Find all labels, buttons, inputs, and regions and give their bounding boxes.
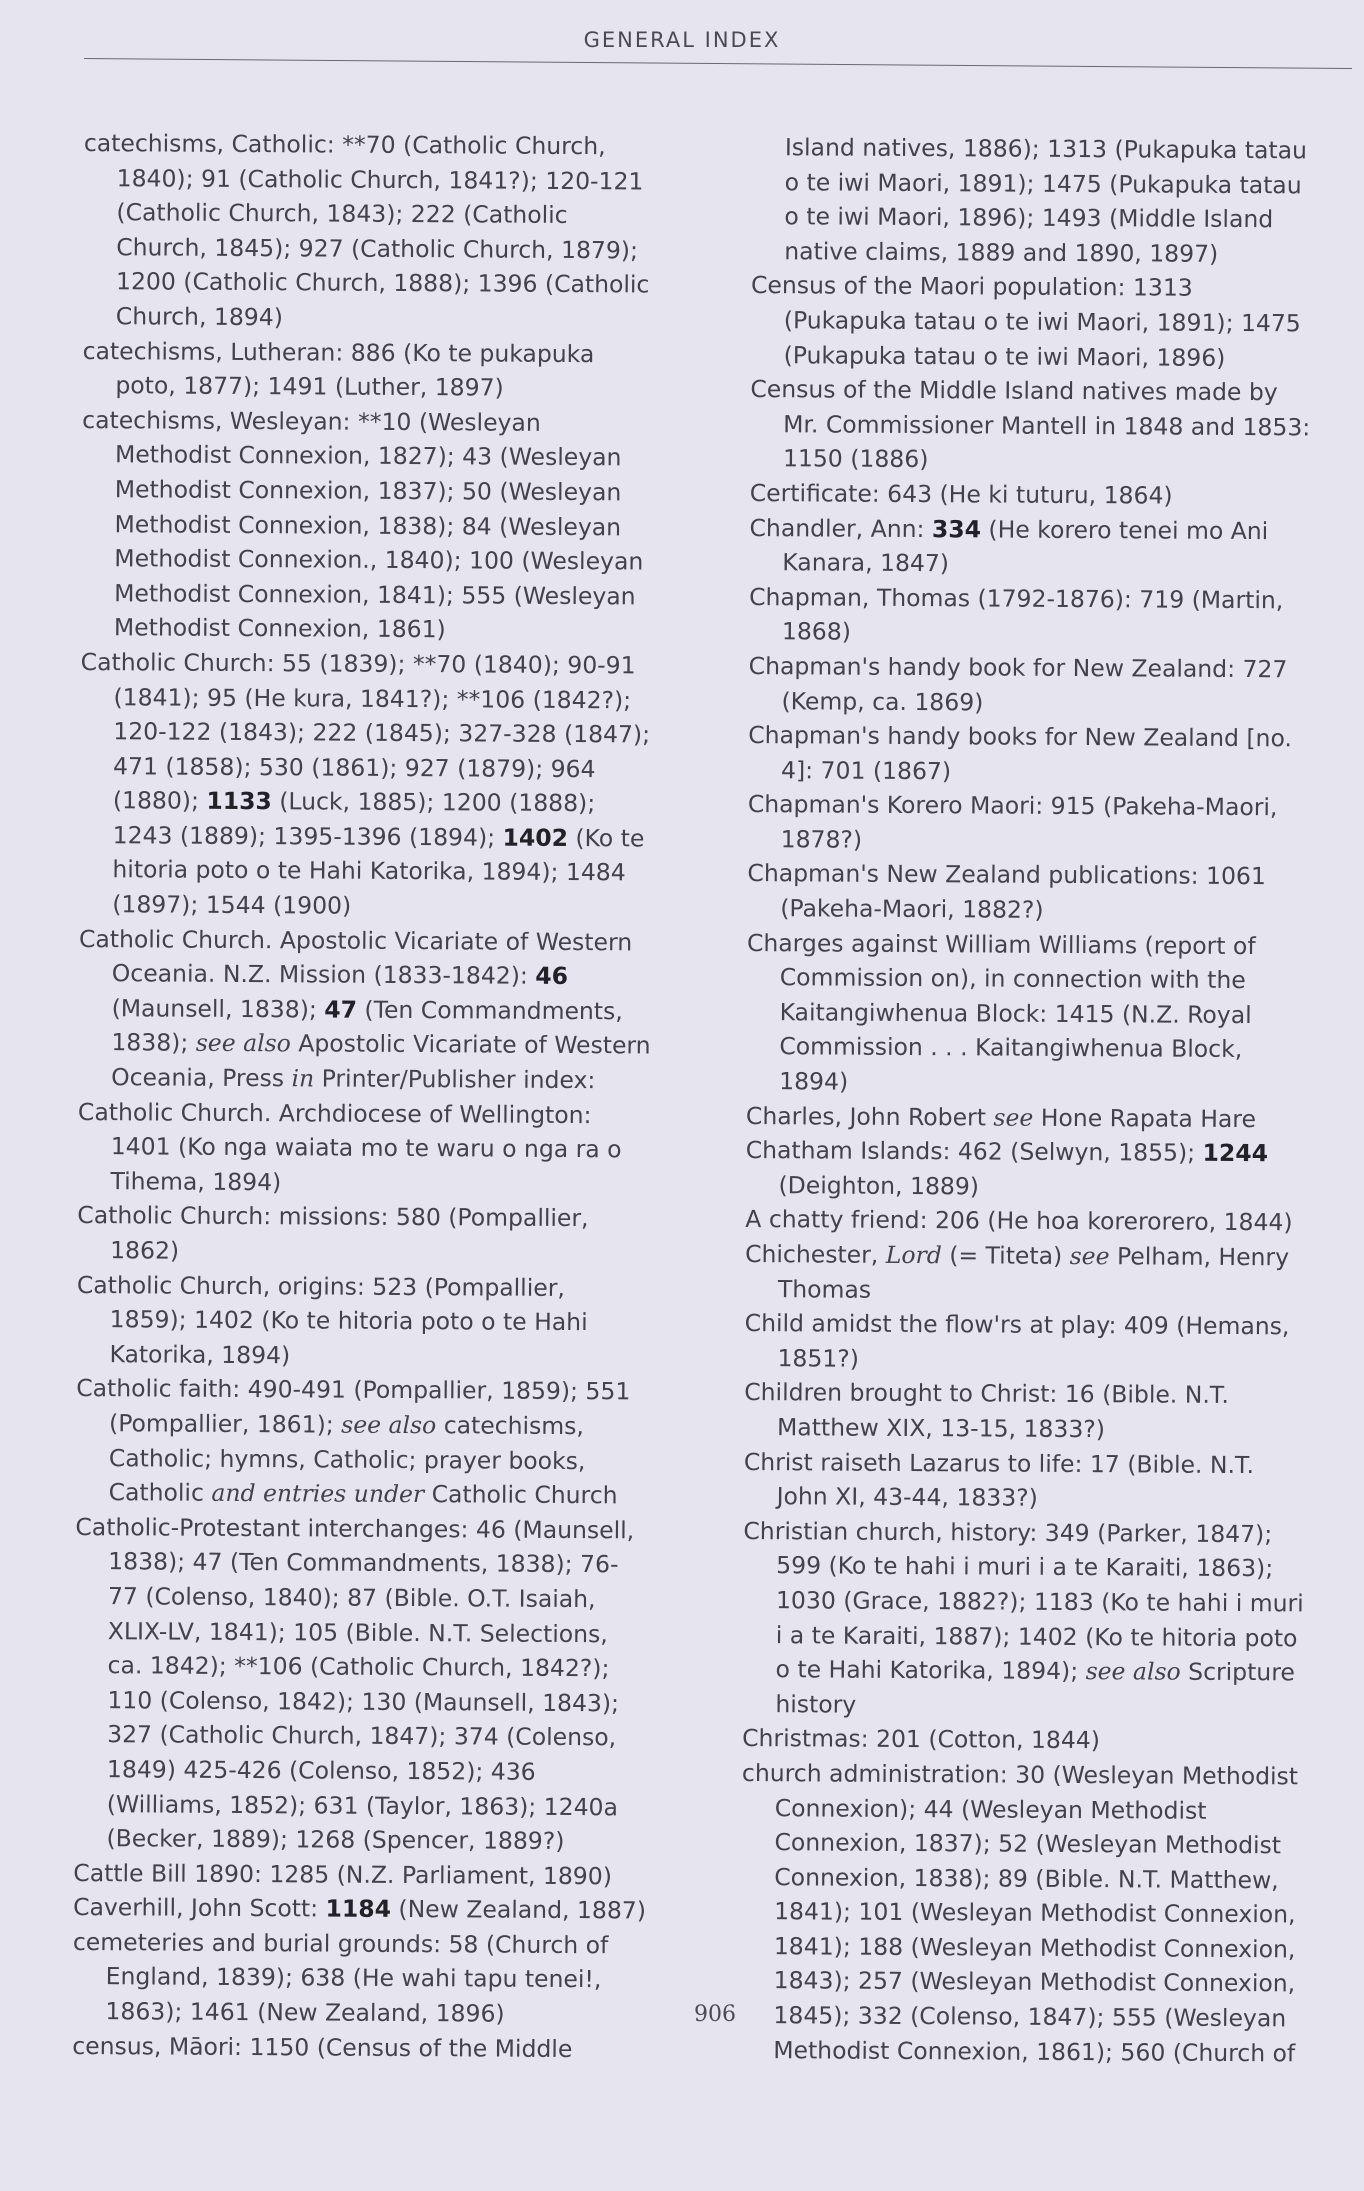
index-line	[81, 541, 681, 579]
index-text: Catholic	[108, 1478, 212, 1507]
index-line	[74, 1683, 674, 1721]
index-line	[748, 753, 1344, 791]
index-line	[83, 264, 683, 302]
italic-term: see	[1069, 1241, 1110, 1271]
index-line	[81, 576, 681, 614]
index-line	[77, 1268, 677, 1306]
index-text: 1863); 1461 (New Zealand, 1896)	[105, 1997, 505, 2028]
index-line	[82, 403, 682, 441]
index-text: Printer/Publisher index:	[314, 1064, 596, 1095]
index-line	[80, 714, 680, 752]
index-text: 1243 (1889); 1395-1396 (1894);	[112, 821, 503, 852]
index-line	[80, 679, 680, 717]
index-line	[74, 1717, 674, 1755]
index-line	[81, 645, 681, 683]
index-text: 110 (Colenso, 1842); 130 (Maunsell, 1843);	[107, 1685, 620, 1718]
index-line	[751, 303, 1347, 341]
index-line	[748, 683, 1344, 721]
index-line	[82, 368, 682, 406]
index-text: Chatham Islands: 462 (Selwyn, 1855);	[745, 1136, 1203, 1167]
index-text: 1849) 425-426 (Colenso, 1852); 436	[106, 1755, 536, 1786]
index-text: 1843); 257 (Wesleyan Methodist Connexion,	[773, 1966, 1296, 1998]
index-text: (Ten Commandments,	[356, 995, 623, 1026]
index-text: (Pukapuka tatau o te iwi Maori, 1896)	[783, 340, 1226, 372]
index-text: 1841); 101 (Wesleyan Methodist Connexion,	[774, 1897, 1296, 1929]
index-line	[752, 130, 1348, 168]
index-text: o te iwi Maori, 1891); 1475 (Pukapuka tatau	[784, 167, 1302, 199]
index-text: Methodist Connexion, 1841); 555 (Wesleyan	[114, 578, 636, 611]
index-line	[76, 1406, 676, 1444]
index-line	[751, 268, 1347, 306]
index-text: Chichester,	[745, 1239, 886, 1269]
index-line	[77, 1164, 677, 1202]
index-text: Christmas: 201 (Cotton, 1844)	[742, 1724, 1101, 1755]
index-line	[74, 1648, 674, 1686]
index-line	[743, 1514, 1339, 1552]
index-text: Oceania. N.Z. Mission (1833-1842):	[111, 959, 536, 991]
index-text: (New Zealand, 1887)	[390, 1895, 647, 1925]
index-text: 471 (1858); 530 (1861); 927 (1879); 964	[113, 751, 596, 783]
index-line	[746, 1099, 1342, 1137]
index-line	[81, 507, 681, 545]
index-line	[745, 1237, 1341, 1275]
index-line	[740, 2033, 1336, 2071]
index-line	[78, 1095, 678, 1133]
bold-page-ref: 1402	[502, 823, 569, 852]
index-text: Island natives, 1886); 1313 (Pukapuka tatau	[784, 133, 1308, 165]
index-line	[748, 718, 1344, 756]
index-text: Connexion, 1837); 52 (Wesleyan Methodist	[774, 1828, 1282, 1860]
index-line	[73, 1959, 673, 1997]
index-line	[81, 610, 681, 648]
index-text: Caverhill, John Scott:	[73, 1893, 326, 1923]
index-line	[79, 852, 679, 890]
index-column-left	[72, 126, 684, 2067]
header-rule	[84, 58, 1352, 69]
index-text: Commission . . . Kaitangiwhenua Block,	[779, 1032, 1243, 1064]
index-line	[747, 960, 1343, 998]
index-text: Scripture	[1180, 1657, 1295, 1687]
index-text: Certificate: 643 (He ki tuturu, 1864)	[749, 478, 1173, 510]
index-line	[79, 887, 679, 925]
italic-term: see	[993, 1103, 1034, 1132]
index-line	[744, 1445, 1340, 1483]
index-text: Church, 1845); 927 (Catholic Church, 1879);	[116, 232, 639, 265]
bold-page-ref: 1184	[325, 1894, 392, 1924]
index-line	[742, 1756, 1338, 1794]
index-text: Methodist Connexion, 1827); 43 (Wesleyan	[114, 440, 622, 472]
index-line	[76, 1337, 676, 1375]
index-line	[75, 1614, 675, 1652]
bold-page-ref: 46	[535, 962, 569, 991]
index-text: (Luck, 1885); 1200 (1888);	[271, 787, 596, 818]
index-text: 327 (Catholic Church, 1847); 374 (Colenso,	[107, 1720, 617, 1752]
index-text: 120-122 (1843); 222 (1845); 327-328 (1847);	[113, 717, 651, 749]
index-line	[742, 1790, 1338, 1828]
index-text: A chatty friend: 206 (He hoa korerorero, 1844)	[745, 1205, 1293, 1237]
index-line	[741, 1929, 1337, 1967]
italic-term: see also	[341, 1410, 437, 1440]
italic-term: see also	[1085, 1657, 1181, 1686]
index-line	[747, 856, 1343, 894]
index-text: 1401 (Ko nga waiata mo te waru o nga ra o	[110, 1132, 622, 1164]
index-text: Chapman's Korero Maori: 915 (Pakeha-Maori,	[747, 790, 1278, 822]
index-text: Catholic Church, origins: 523 (Pompallier,	[76, 1270, 565, 1302]
index-text: Catholic faith: 490-491 (Pompallier, 1859); 551	[76, 1374, 631, 1406]
index-text: catechisms, Lutheran: 886 (Ko te pukapuka	[82, 336, 595, 368]
index-line	[751, 234, 1347, 272]
index-text: 1150 (1886)	[782, 444, 929, 474]
index-line	[744, 1341, 1340, 1379]
index-text: hitoria poto o te Hahi Katorika, 1894); 1484	[112, 855, 626, 887]
running-header: GENERAL INDEX	[583, 28, 781, 52]
index-line	[752, 165, 1348, 203]
bold-page-ref: 1133	[206, 787, 272, 816]
index-text: 1841); 188 (Wesleyan Methodist Connexion,	[773, 1932, 1296, 1964]
index-line	[83, 195, 683, 233]
index-text: o te Hahi Katorika, 1894);	[775, 1655, 1086, 1686]
index-text: 1851?)	[777, 1343, 860, 1373]
index-text: cemeteries and burial grounds: 58 (Church of	[72, 1927, 609, 1960]
index-text: Charles, John Robert	[745, 1101, 994, 1132]
index-text: o te iwi Maori, 1896); 1493 (Middle Island	[784, 202, 1274, 234]
index-text: 1894)	[779, 1067, 849, 1096]
index-line	[80, 783, 680, 821]
index-text: 1838);	[111, 1028, 196, 1058]
index-text: (He korero tenei mo Ani	[980, 514, 1269, 545]
index-text: catechisms,	[436, 1411, 585, 1441]
index-line	[74, 1752, 674, 1790]
index-text: Christian church, history: 349 (Parker, 1847);	[743, 1516, 1273, 1548]
index-line	[78, 1129, 678, 1167]
index-text: 1838); 47 (Ten Commandments, 1838); 76-	[108, 1547, 619, 1579]
index-line	[751, 338, 1347, 376]
index-line	[78, 1025, 678, 1063]
index-text: (1880);	[112, 786, 207, 816]
index-text: Matthew XIX, 13-15, 1833?)	[776, 1413, 1106, 1444]
index-text: Katorika, 1894)	[109, 1339, 291, 1370]
index-text: Chapman, Thomas (1792-1876): 719 (Martin,	[749, 582, 1284, 614]
index-text: Thomas	[777, 1274, 872, 1304]
index-text: Oceania, Press	[111, 1063, 292, 1093]
index-line	[750, 441, 1346, 479]
index-text: (Kemp, ca. 1869)	[781, 686, 984, 716]
index-text: catechisms, Catholic: **70 (Catholic Church,	[83, 128, 606, 161]
index-text: Catholic Church: missions: 580 (Pompallier,	[77, 1201, 589, 1233]
index-text: census, Māori: 1150 (Census of the Middle	[72, 2031, 573, 2063]
index-column-right	[740, 130, 1348, 2071]
index-line	[750, 372, 1346, 410]
index-line	[77, 1233, 677, 1271]
index-text: John XI, 43-44, 1833?)	[776, 1482, 1038, 1512]
index-line	[79, 922, 679, 960]
index-line	[747, 995, 1343, 1033]
index-text: (1841); 95 (He kura, 1841?); **106 (1842?);	[113, 682, 632, 714]
index-text: Methodist Connexion, 1837); 50 (Wesleyan	[114, 475, 622, 507]
index-text: Catholic; hymns, Catholic; prayer books,	[108, 1443, 586, 1475]
index-line	[745, 1168, 1341, 1206]
index-text: church administration: 30 (Wesleyan Methodist	[741, 1758, 1299, 1791]
italic-term: in	[291, 1064, 315, 1093]
index-line	[741, 1963, 1337, 2001]
index-text: (Pukapuka tatau o te iwi Maori, 1891); 1475	[783, 306, 1301, 338]
index-line	[749, 614, 1345, 652]
index-text: 599 (Ko te hahi i muri i a te Karaiti, 1863);	[776, 1551, 1274, 1583]
index-text: Child amidst the flow'rs at play: 409 (Hemans,	[744, 1309, 1290, 1341]
bold-page-ref: 1244	[1202, 1138, 1269, 1168]
index-text: (Deighton, 1889)	[778, 1170, 980, 1201]
index-text: Pelham, Henry	[1109, 1242, 1290, 1272]
index-text: (Pakeha-Maori, 1882?)	[780, 894, 1044, 924]
index-text: i a te Karaiti, 1887); 1402 (Ko te hitoria poto	[775, 1620, 1298, 1652]
index-text: (Williams, 1852); 631 (Taylor, 1863); 1240a	[106, 1789, 619, 1821]
index-text: poto, 1877); 1491 (Luther, 1897)	[115, 371, 504, 402]
index-text: Chapman's handy book for New Zealand: 727	[748, 651, 1288, 684]
index-line	[82, 472, 682, 510]
index-text: history	[775, 1689, 857, 1719]
index-line	[80, 749, 680, 787]
index-line	[744, 1375, 1340, 1413]
index-line	[746, 1133, 1342, 1171]
index-text: Catholic Church. Archdiocese of Wellington:	[77, 1097, 592, 1129]
index-text: Cattle Bill 1890: 1285 (N.Z. Parliament, 1890)	[73, 1858, 613, 1890]
index-text: 4]: 701 (1867)	[781, 755, 952, 785]
index-text: Apostolic Vicariate of Western	[290, 1029, 651, 1060]
index-text: Methodist Connexion, 1861); 560 (Church of	[773, 2035, 1296, 2068]
index-text: (1897); 1544 (1900)	[112, 890, 352, 920]
index-text: Connexion, 1838); 89 (Bible. N.T. Matthew,	[774, 1862, 1279, 1894]
index-text: Methodist Connexion, 1838); 84 (Wesleyan	[114, 509, 622, 541]
italic-term: and entries under	[211, 1478, 425, 1509]
index-text: (Catholic Church, 1843); 222 (Catholic	[116, 198, 568, 230]
index-text: Methodist Connexion., 1840); 100 (Wesleyan	[114, 544, 644, 576]
index-text: Christ raiseth Lazarus to life: 17 (Bible. N.T.	[743, 1447, 1255, 1479]
index-text: Chapman's handy books for New Zealand [no.	[748, 721, 1293, 753]
italic-term: Lord	[885, 1240, 942, 1270]
index-line	[72, 2029, 672, 2067]
index-line	[83, 334, 683, 372]
index-line	[746, 1029, 1342, 1067]
index-line	[751, 199, 1347, 237]
italic-term: see also	[195, 1029, 291, 1058]
index-line	[76, 1441, 676, 1479]
index-text: Kaitangiwhenua Block: 1415 (N.Z. Royal	[779, 998, 1252, 1029]
index-text: Charges against William Williams (report of	[746, 928, 1256, 960]
index-line	[83, 299, 683, 337]
index-line	[741, 1860, 1337, 1898]
index-text: Methodist Connexion, 1861)	[113, 613, 446, 644]
index-text: 1878?)	[780, 825, 863, 854]
index-line	[742, 1687, 1338, 1725]
index-line	[80, 818, 680, 856]
index-line	[750, 407, 1346, 445]
index-text: Tihema, 1894)	[110, 1166, 282, 1197]
index-text: catechisms, Wesleyan: **10 (Wesleyan	[82, 405, 541, 437]
index-text: (= Titeta)	[941, 1241, 1070, 1270]
index-line	[742, 1652, 1338, 1690]
index-text: Catholic Church: 55 (1839); **70 (1840); 90-91	[80, 647, 636, 680]
index-line	[748, 822, 1344, 860]
index-text: (Becker, 1889); 1268 (Spencer, 1889?)	[106, 1824, 565, 1856]
index-text: Connexion); 44 (Wesleyan Methodist	[774, 1793, 1207, 1825]
index-line	[77, 1302, 677, 1340]
index-line	[73, 1821, 673, 1859]
index-line	[79, 956, 679, 994]
index-line	[84, 161, 684, 199]
index-line	[76, 1371, 676, 1409]
index-line	[749, 649, 1345, 687]
index-line	[741, 1825, 1337, 1863]
index-line	[75, 1579, 675, 1617]
index-text: England, 1839); 638 (He wahi tapu tenei!,	[105, 1962, 602, 1994]
index-text: Church, 1894)	[115, 302, 283, 332]
index-line	[74, 1786, 674, 1824]
index-text: Catholic Church	[424, 1480, 618, 1510]
index-text: 1845); 332 (Colenso, 1847); 555 (Wesleyan	[773, 2001, 1287, 2033]
index-text: Mr. Commissioner Mantell in 1848 and 1853:	[783, 409, 1311, 442]
bold-page-ref: 334	[931, 514, 982, 543]
index-text: Hone Rapata Hare	[1033, 1103, 1257, 1133]
index-line	[750, 476, 1346, 514]
index-line	[75, 1544, 675, 1582]
index-line	[77, 1198, 677, 1236]
index-line	[742, 1721, 1338, 1759]
index-text: 1840); 91 (Catholic Church, 1841?); 120-121	[116, 163, 644, 196]
index-text: 77 (Colenso, 1840); 87 (Bible. O.T. Isaiah,	[107, 1582, 596, 1614]
index-text: Children brought to Christ: 16 (Bible. N.T.	[744, 1378, 1229, 1410]
index-line	[744, 1410, 1340, 1448]
index-text: (Pompallier, 1861);	[108, 1409, 342, 1439]
index-line	[73, 1890, 673, 1928]
bold-page-ref: 47	[324, 995, 358, 1024]
index-line	[76, 1475, 676, 1513]
index-text: Catholic-Protestant interchanges: 46 (Maunsell,	[75, 1512, 635, 1545]
index-line	[745, 1202, 1341, 1240]
index-line	[749, 545, 1345, 583]
index-line	[748, 787, 1344, 825]
index-text: ca. 1842); **106 (Catholic Church, 1842?);	[107, 1651, 610, 1683]
index-line	[745, 1272, 1341, 1310]
index-line	[746, 1064, 1342, 1102]
index-line	[744, 1479, 1340, 1517]
index-line	[745, 1306, 1341, 1344]
index-text: Catholic Church. Apostolic Vicariate of Western	[78, 924, 633, 957]
index-text: 1862)	[110, 1236, 180, 1265]
index-line	[83, 230, 683, 268]
index-text: XLIX-LV, 1841); 105 (Bible. N.T. Selections,	[107, 1616, 608, 1648]
index-line	[743, 1618, 1339, 1656]
page-number: 906	[694, 2002, 736, 2027]
index-line	[749, 580, 1345, 618]
index-text: 1030 (Grace, 1882?); 1183 (Ko te hahi i muri	[775, 1586, 1304, 1618]
index-text: 1868)	[781, 617, 852, 646]
index-text: Kanara, 1847)	[782, 548, 950, 578]
index-text: Chapman's New Zealand publications: 1061	[747, 859, 1266, 891]
index-text: native claims, 1889 and 1890, 1897)	[784, 236, 1219, 268]
index-line	[73, 1856, 673, 1894]
index-text: (Maunsell, 1838);	[111, 994, 325, 1024]
index-line	[743, 1583, 1339, 1621]
index-line	[747, 926, 1343, 964]
index-line	[82, 437, 682, 475]
index-line	[79, 991, 679, 1029]
index-line	[749, 511, 1345, 549]
index-text: (Ko te	[567, 823, 645, 853]
index-text: Commission on), in connection with the	[779, 963, 1246, 995]
index-text: 1200 (Catholic Church, 1888); 1396 (Catholic	[115, 267, 650, 299]
index-line	[84, 126, 684, 164]
index-text: 1859); 1402 (Ko te hitoria poto o te Hahi	[109, 1305, 588, 1337]
index-line	[73, 1925, 673, 1963]
index-line	[75, 1510, 675, 1548]
index-line	[747, 891, 1343, 929]
index-line	[743, 1548, 1339, 1586]
index-text: Census of the Maori population: 1313	[750, 271, 1193, 303]
index-line	[741, 1894, 1337, 1932]
index-text: Census of the Middle Island natives made by	[750, 375, 1278, 407]
index-text: Chandler, Ann:	[749, 513, 933, 543]
index-line	[78, 1060, 678, 1098]
